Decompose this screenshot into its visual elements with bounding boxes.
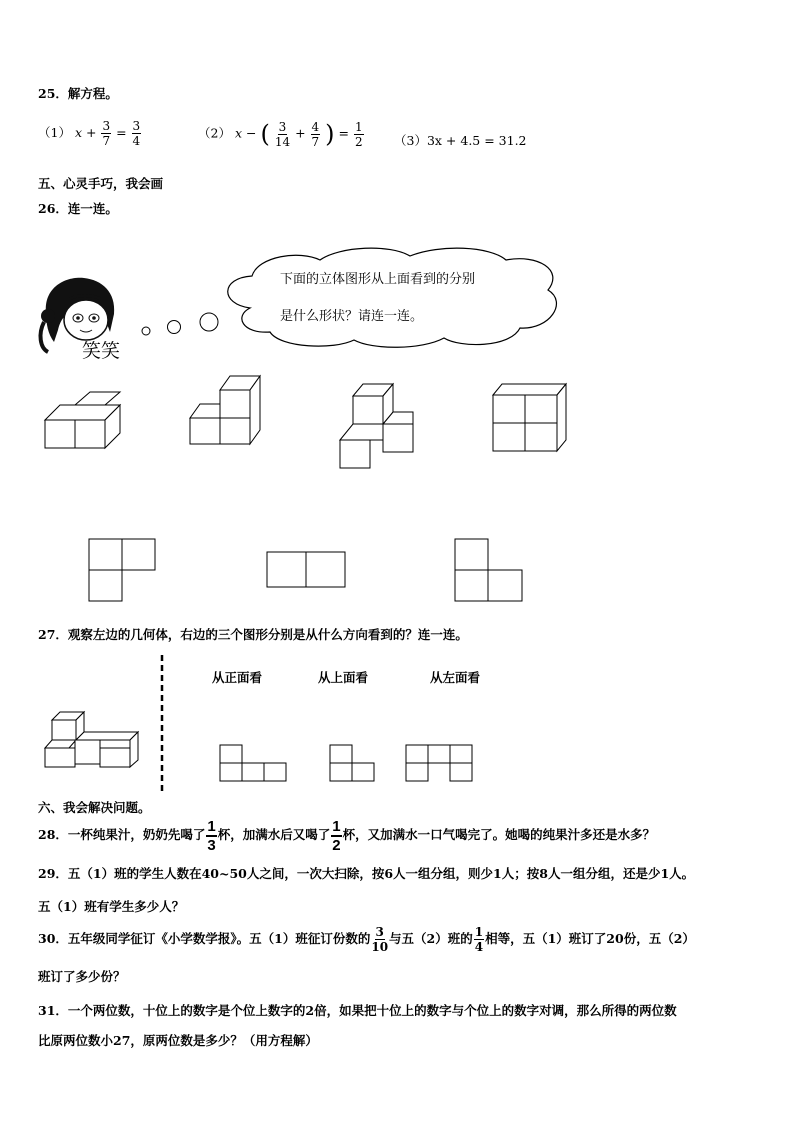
q27-view-shape-3 (405, 744, 475, 784)
q25-title: 25．解方程。 (38, 86, 118, 101)
eq2-var: x (234, 125, 242, 141)
bubble-line-1: 下面的立体图形从上面看到的分别 (280, 272, 476, 287)
solid-figure-4 (488, 380, 578, 455)
q31-line-2: 比原两位数小27，原两位数是多少？（用方程解） (38, 1033, 318, 1048)
eq1-label: （1） (38, 125, 71, 140)
view-label-left: 从左面看 (430, 670, 481, 685)
solid-figure-1 (40, 380, 130, 450)
q30-line-2: 班订了多少份？ (38, 969, 126, 984)
section-6-title: 六、我会解决问题。 (38, 800, 151, 815)
eq3-label: （3） (394, 133, 427, 148)
eq2-minus: − (245, 125, 257, 141)
eq2-fraction-b: $\frac{4}{7}$ (311, 119, 320, 149)
solid-figure-2 (185, 370, 275, 450)
section-5-title: 五、心灵手巧，我会画 (38, 176, 164, 191)
top-view-shape-1 (88, 538, 158, 604)
q31-line-1: 31．一个两位数，十位上的数字是个位上数字的2倍，如果把十位上的数字与个位上的数字对调，那么所得的两位数 (38, 1003, 677, 1018)
q27-title: 27．观察左边的几何体，右边的三个图形分别是从什么方向看到的？连一连。 (38, 627, 468, 642)
q30-fraction-2: $\frac{1}{4}$ (474, 925, 484, 954)
top-view-shape-2 (266, 551, 348, 589)
q25-equation-2 (198, 120, 365, 148)
eq1-var: x (74, 125, 82, 140)
q28-text: 28．一杯纯果汁，奶奶先喝了 $\frac{1}{3}$ 杯，加满水后又喝了 $\frac{1}{2}$ 杯，又加满水一口气喝完了。她喝的纯果汁多还是水多？ (38, 817, 656, 854)
q30-fraction-1: $\frac{3}{10}$ (371, 925, 389, 954)
q29-line-1: 29．五（1）班的学生人数在40~50人之间，一次大扫除，按6人一组分组，则少1人；按8人一组分组，还是少1人。 (38, 866, 695, 881)
q29-line-2: 五（1）班有学生多少人？ (38, 899, 185, 914)
thought-bubble (140, 250, 660, 350)
view-label-top: 从上面看 (318, 670, 369, 685)
eq2-fraction-a: $\frac{3}{14}$ (274, 119, 291, 149)
eq2-label: （2） (198, 125, 231, 141)
q30-line-1: 30．五年级同学征订《小学数学报》。五（1）班征订份数的 $\frac{3}{10}$ 与五（2）班的 $\frac{1}{4}$ 相等，五（1）班订了20份，五（2） (38, 925, 695, 954)
eq3-body: 3x + 4.5 = 31.2 (426, 133, 527, 148)
eq1-fraction-a: $\frac{3}{7}$ (102, 119, 111, 148)
dashed-divider (160, 655, 166, 795)
q27-view-shape-1 (219, 744, 289, 784)
q27-view-shape-2 (329, 744, 377, 784)
eq2-equals: = (338, 125, 350, 141)
q25-equation-1 (38, 120, 142, 147)
q25-equation-3 (394, 131, 527, 149)
eq1-plus: + (85, 125, 97, 140)
q26-title: 26．连一连。 (38, 201, 118, 216)
eq1-fraction-b: $\frac{3}{4}$ (132, 119, 141, 148)
bubble-line-2: 是什么形状？请连一连。 (280, 309, 424, 324)
eq2-fraction-c: $\frac{1}{2}$ (355, 119, 363, 149)
q27-solid (40, 708, 140, 768)
character-name: 笑笑 (82, 340, 121, 362)
q28-fraction-2: $\frac{1}{2}$ (332, 817, 341, 854)
eq2-plus: + (295, 125, 306, 141)
solid-figure-3 (335, 380, 430, 475)
q28-fraction-1: $\frac{1}{3}$ (207, 817, 216, 854)
eq1-equals: = (116, 125, 127, 140)
top-view-shape-3 (454, 538, 526, 604)
view-label-front: 从正面看 (212, 670, 263, 685)
eq2-rparen: ) (325, 120, 335, 148)
eq2-lparen: ( (260, 120, 270, 148)
